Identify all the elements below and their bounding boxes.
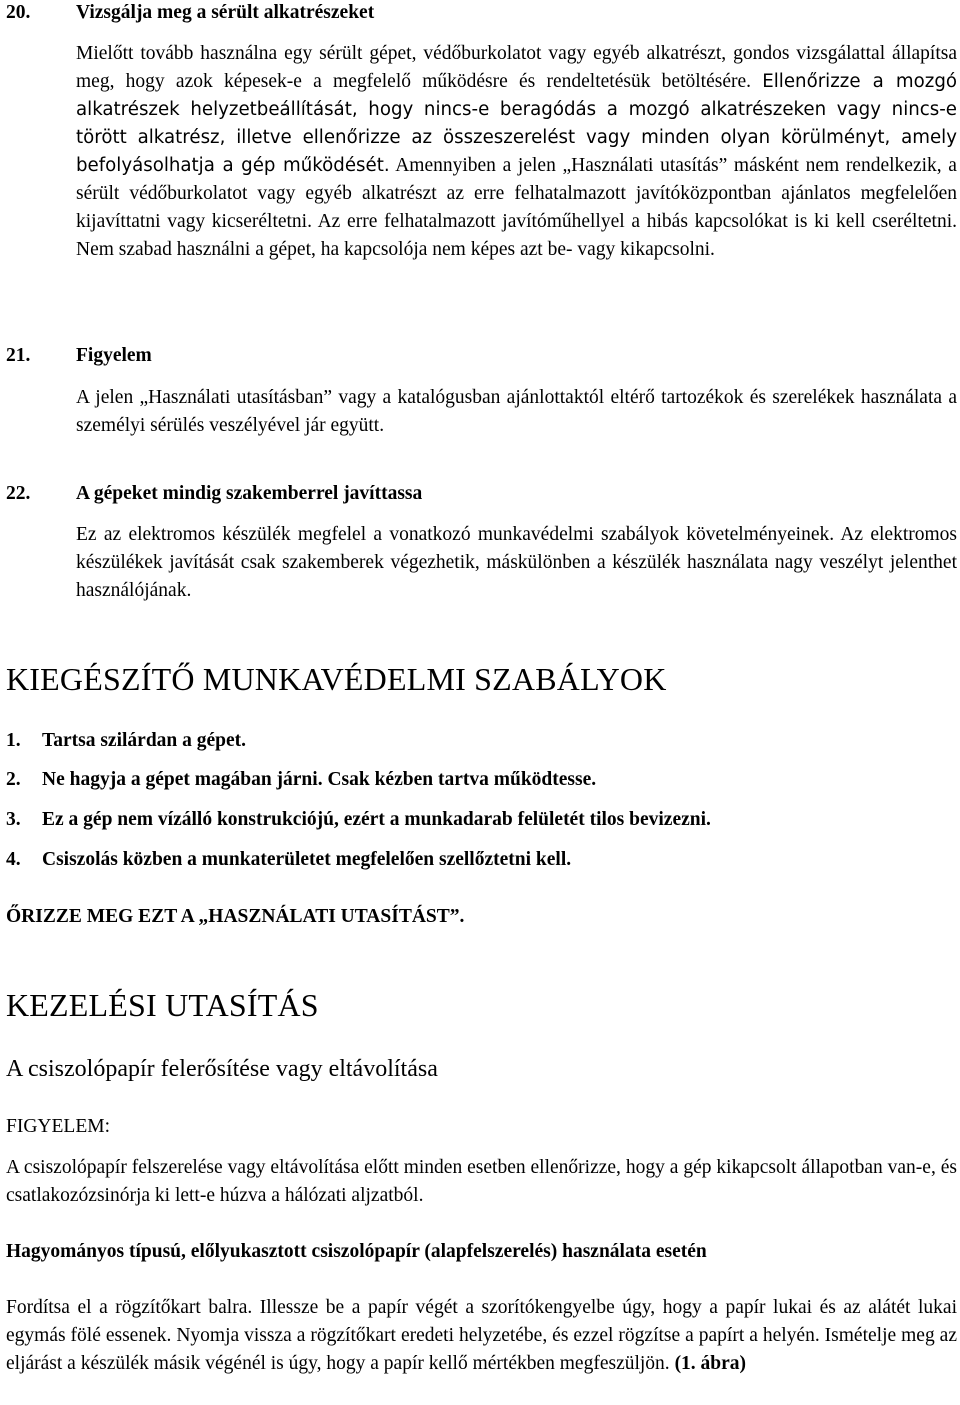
item-number: 20. xyxy=(6,2,31,23)
rule-text: Csiszolás közben a munkaterületet megfelelően szellőztetni kell. xyxy=(42,849,572,870)
item-number: 21. xyxy=(6,345,31,366)
rule-item xyxy=(6,728,246,754)
item-title: Vizsgálja meg a sérült alkatrészeket xyxy=(76,2,375,23)
paragraph: Ellenőrizze a mozgó alkatrészek helyzetbeállítását, hogy nincs-e beragódás a mozgó alkatrészeken vagy nincs-e törött alkatrész, illetve ellenőrizze az összeszerelést vagy minden olyan körülményt, amely befolyásolhatja a gép működését. xyxy=(76,71,957,176)
operating-title: KEZELÉSI UTASÍTÁS xyxy=(6,987,319,1023)
paragraph: A jelen „Használati utasításban” vagy a katalógusban ajánlottaktól eltérő tartozékok és szerelékek használata a személyi sérülés veszélyével jár együtt. xyxy=(76,387,957,436)
rule-number: 3. xyxy=(6,809,21,830)
paragraph: Mielőtt tovább használna egy sérült gépet, védőburkolatot vagy egyéb alkatrészt, gondos vizsgálattal állapítsa meg, hogy azok képesek-e a megfelelő működésre és rendeltetésük betöltésére. xyxy=(76,43,957,92)
keep-instructions-notice: ŐRIZZE MEG EZT A „HASZNÁLATI UTASÍTÁST”. xyxy=(6,906,465,927)
rule-item xyxy=(6,847,571,873)
item-number: 22. xyxy=(6,483,31,504)
rule-number: 4. xyxy=(6,849,21,870)
item-22-heading xyxy=(6,481,422,507)
conventional-paper-heading: Hagyományos típusú, előlyukasztott csiszolópapír (alapfelszerelés) használata esetén xyxy=(6,1241,707,1262)
item-title: Figyelem xyxy=(76,345,152,366)
rule-text: Ez a gép nem vízálló konstrukciójú, ezért a munkadarab felületét tilos bevizezni. xyxy=(42,809,711,830)
item-title: A gépeket mindig szakemberrel javíttassa xyxy=(76,483,423,504)
item-20-heading xyxy=(6,0,374,26)
rule-item xyxy=(6,767,596,793)
rule-item xyxy=(6,807,711,833)
warning-text: A csiszolópapír felszerelése vagy eltávolítása előtt minden esetben ellenőrizze, hogy a gép kikapcsolt állapotban van-e, és csatlakozózsinórja ki lett-e húzva a hálózati aljzatból. xyxy=(6,1157,957,1206)
paragraph: Ez az elektromos készülék megfelel a vonatkozó munkavédelmi szabályok követelményeinek. Az elektromos készülékek javítását csak szakemberek végezhetik, máskülönben a készülék használata nagy veszélyt jelenthet használójának. xyxy=(76,524,957,601)
conventional-paper-text xyxy=(6,1294,957,1378)
rule-number: 2. xyxy=(6,769,21,790)
supplementary-title: KIEGÉSZÍTŐ MUNKAVÉDELMI SZABÁLYOK xyxy=(6,661,667,697)
figure-reference: (1. ábra) xyxy=(674,1353,747,1374)
item-21-heading xyxy=(6,343,152,369)
item-20-body xyxy=(76,40,957,264)
operating-subtitle: A csiszolópapír felerősítése vagy eltávolítása xyxy=(6,1056,438,1082)
paragraph: Fordítsa el a rögzítőkart balra. Illessze be a papír végét a szorítókengyelbe úgy, hogy a papír lukai és az alátét lukai egymás fölé essenek. Nyomja vissza a rögzítőkart eredeti helyzetébe, és ezzel rögzítse a papírt a helyén. Ismételje meg az eljárást a készülék másik végénél is úgy, hogy a papír kellő mértékben megfeszüljön. xyxy=(6,1297,957,1374)
item-22-body xyxy=(76,521,957,605)
warning-label: FIGYELEM: xyxy=(6,1116,110,1137)
rule-number: 1. xyxy=(6,730,21,751)
rule-text: Tartsa szilárdan a gépet. xyxy=(42,730,247,751)
item-21-body xyxy=(76,384,957,440)
rule-text: Ne hagyja a gépet magában járni. Csak kézben tartva működtesse. xyxy=(42,769,597,790)
paragraph: Amennyiben a jelen „Használati utasítás” másként nem rendelkezik, a sérült védőburkolatot vagy egyéb alkatrészt az erre felhatalmazott javítóközpontban ajánlatos megfelelően kijavíttatni vagy kicseréltetni. Az erre felhatalmazott javítóműhellyel a hibás kapcsolókat is ki kell cseréltetni. Nem szabad használni a gépet, ha kapcsolója nem képes azt be- vagy kikapcsolni. xyxy=(76,155,957,260)
